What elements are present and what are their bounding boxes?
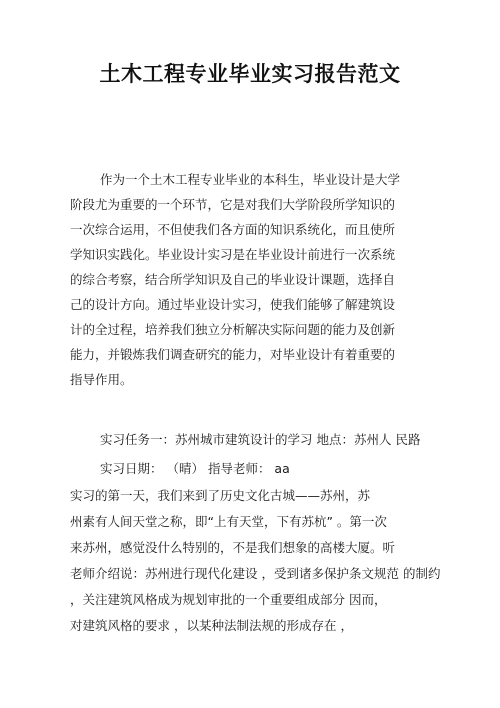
body-line: 来苏州，感觉没什么特别的，不是我们想象的高楼大厦。听	[70, 540, 396, 555]
body-line: 对建筑风格的要求 ，以某种法制法规的形成存在 ，	[70, 618, 353, 633]
intro-line: 阶段尤为重要的一个环节，它是对我们大学阶段所学知识的	[70, 197, 396, 212]
intro-line: 指导作用。	[70, 372, 133, 387]
body-line: ，关注建筑风格成为规划审批的一个重要组成部分 因而，	[70, 592, 387, 607]
intro-line: 能力，并锻炼我们调查研究的能力，对毕业设计有着重要的	[70, 347, 396, 362]
intro-line: 的综合考察，结合所学知识及自己的毕业设计课题，选择自	[70, 272, 396, 287]
intro-line: 计的全过程，培养我们独立分析解决实际问题的能力及创新	[70, 322, 396, 337]
body-line: 实习的第一天，我们来到了历史文化古城——苏州，苏	[70, 488, 371, 503]
document-title: 土木工程专业毕业实习报告范文	[99, 62, 401, 86]
body-line: 老师介绍说：苏州进行现代化建设 ，受到诸多保护条文规范 的制约	[70, 566, 441, 581]
date-line: 实习日期： （晴） 指导老师： aa	[100, 461, 290, 476]
body-line: 州素有人间天堂之称，即“上有天堂，下有苏杭” 。第一次	[70, 514, 387, 529]
intro-line: 己的设计方向。通过毕业设计实习，使我们能够了解建筑设	[70, 297, 396, 312]
intro-line: 一次综合运用，不但使我们各方面的知识系统化，而且使所	[70, 222, 396, 237]
intro-line: 学知识实践化。毕业设计实习是在毕业设计前进行一次系统	[70, 247, 396, 262]
task-line: 实习任务一：苏州城市建筑设计的学习 地点：苏州人 民路	[100, 432, 421, 447]
intro-line: 作为一个土木工程专业毕业的本科生，毕业设计是大学	[100, 172, 401, 187]
